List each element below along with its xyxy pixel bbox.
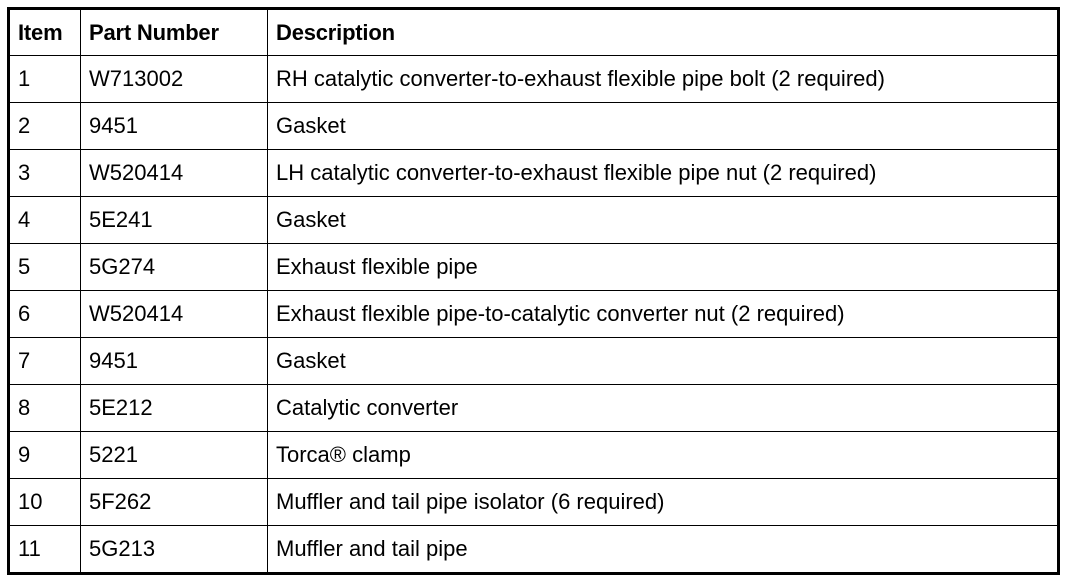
table-row bbox=[9, 432, 1059, 479]
item-cell: 5 bbox=[9, 244, 81, 291]
item-cell: 7 bbox=[9, 338, 81, 385]
part-number-cell: 5E212 bbox=[81, 385, 268, 432]
part-number-cell: 9451 bbox=[81, 338, 268, 385]
part-number-cell: W713002 bbox=[81, 56, 268, 103]
column-header-description: Description bbox=[268, 9, 1059, 56]
parts-table bbox=[7, 7, 1060, 575]
table-row bbox=[9, 197, 1059, 244]
part-number-cell: W520414 bbox=[81, 150, 268, 197]
table-row bbox=[9, 291, 1059, 338]
description-cell: Gasket bbox=[268, 197, 1059, 244]
table-row bbox=[9, 385, 1059, 432]
table-row bbox=[9, 479, 1059, 526]
table-row bbox=[9, 103, 1059, 150]
table-row bbox=[9, 150, 1059, 197]
column-header-item: Item bbox=[9, 9, 81, 56]
description-cell: RH catalytic converter-to-exhaust flexible pipe bolt (2 required) bbox=[268, 56, 1059, 103]
part-number-cell: 5221 bbox=[81, 432, 268, 479]
description-cell: Catalytic converter bbox=[268, 385, 1059, 432]
description-cell: Muffler and tail pipe bbox=[268, 526, 1059, 574]
table-row bbox=[9, 56, 1059, 103]
description-cell: LH catalytic converter-to-exhaust flexible pipe nut (2 required) bbox=[268, 150, 1059, 197]
column-header-part-number: Part Number bbox=[81, 9, 268, 56]
description-cell: Exhaust flexible pipe-to-catalytic converter nut (2 required) bbox=[268, 291, 1059, 338]
part-number-cell: 9451 bbox=[81, 103, 268, 150]
item-cell: 8 bbox=[9, 385, 81, 432]
table-header-row bbox=[9, 9, 1059, 56]
item-cell: 2 bbox=[9, 103, 81, 150]
part-number-cell: 5F262 bbox=[81, 479, 268, 526]
description-cell: Exhaust flexible pipe bbox=[268, 244, 1059, 291]
item-cell: 6 bbox=[9, 291, 81, 338]
part-number-cell: W520414 bbox=[81, 291, 268, 338]
item-cell: 10 bbox=[9, 479, 81, 526]
item-cell: 9 bbox=[9, 432, 81, 479]
table-row bbox=[9, 526, 1059, 574]
table-row bbox=[9, 244, 1059, 291]
item-cell: 3 bbox=[9, 150, 81, 197]
part-number-cell: 5G274 bbox=[81, 244, 268, 291]
description-cell: Torca® clamp bbox=[268, 432, 1059, 479]
description-cell: Muffler and tail pipe isolator (6 required) bbox=[268, 479, 1059, 526]
item-cell: 4 bbox=[9, 197, 81, 244]
description-cell: Gasket bbox=[268, 103, 1059, 150]
item-cell: 1 bbox=[9, 56, 81, 103]
part-number-cell: 5E241 bbox=[81, 197, 268, 244]
part-number-cell: 5G213 bbox=[81, 526, 268, 574]
table-row bbox=[9, 338, 1059, 385]
item-cell: 11 bbox=[9, 526, 81, 574]
description-cell: Gasket bbox=[268, 338, 1059, 385]
